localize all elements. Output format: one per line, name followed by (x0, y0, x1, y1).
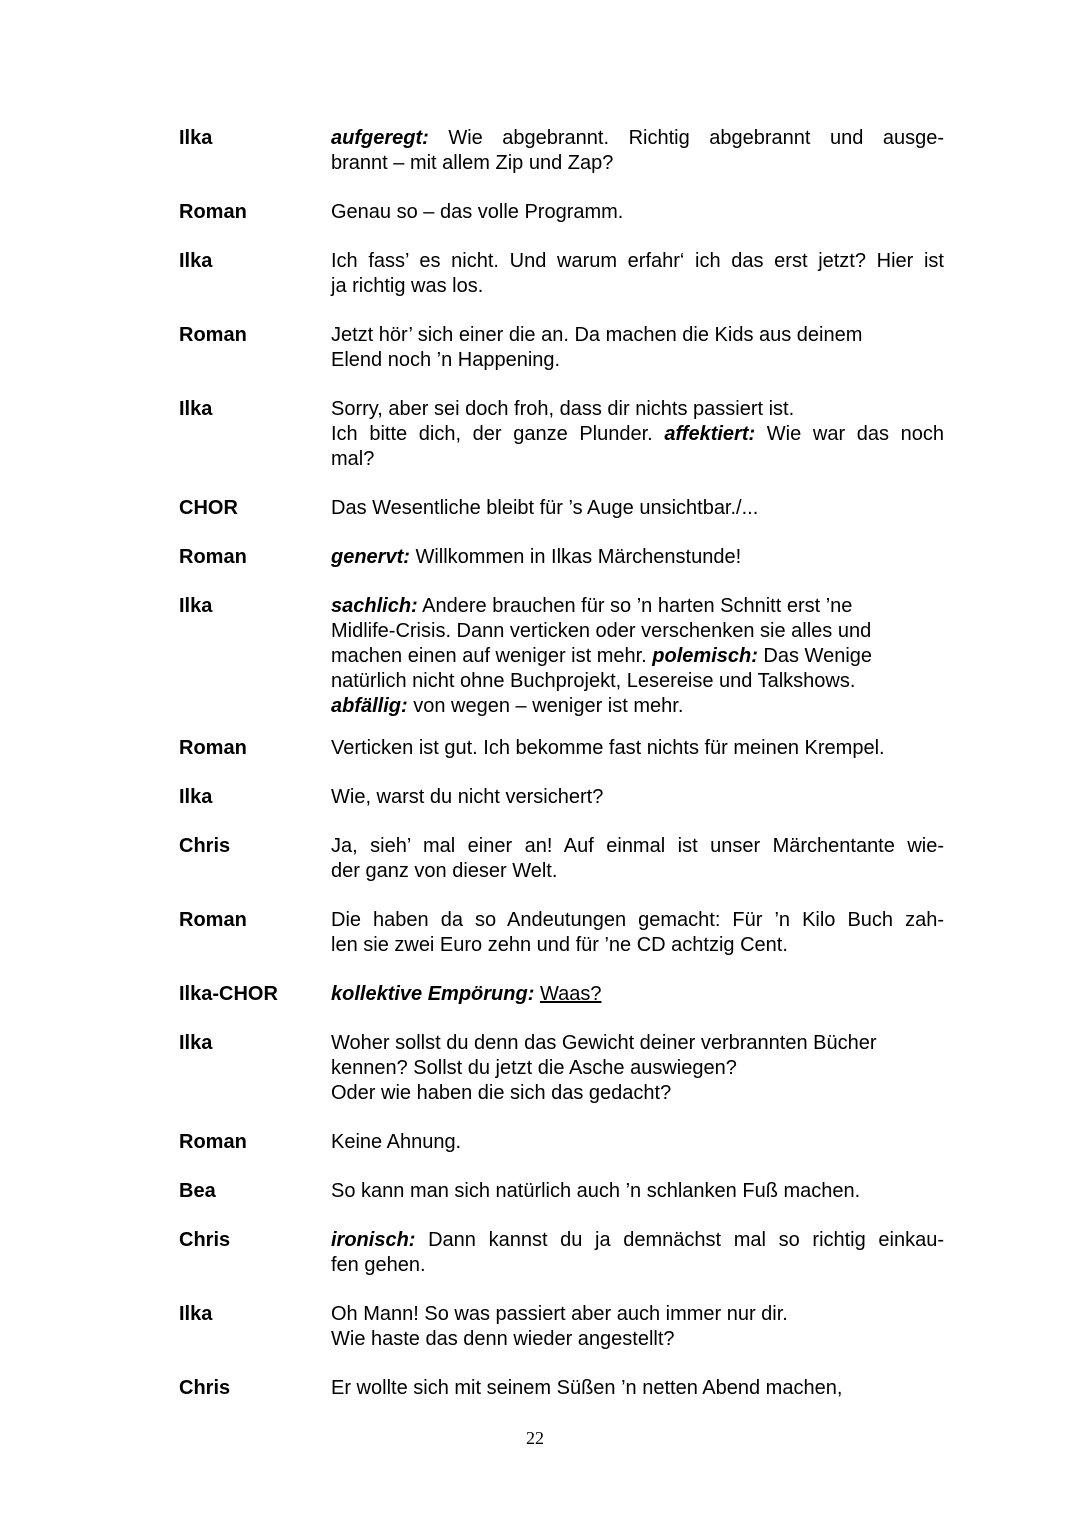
speech-text (331, 1130, 944, 1155)
speaker-name: Ilka (179, 127, 213, 149)
spoken-text: Jetzt hör’ sich einer die an. Da machen die Kids aus deinem (331, 324, 863, 346)
speech-line (331, 126, 944, 151)
speech-line (331, 200, 944, 225)
speech-text (331, 126, 944, 176)
dialogue-turn (179, 1302, 944, 1352)
spoken-text: So kann man sich natürlich auch ’n schlanken Fuß machen. (331, 1180, 861, 1202)
spoken-text: fen gehen. (331, 1254, 426, 1276)
speech-line (331, 834, 944, 859)
speech-text (331, 397, 944, 472)
spoken-text: Ich bitte dich, der ganze Plunder. (331, 423, 665, 445)
speech-line (331, 619, 944, 644)
dialogue-turn (179, 200, 944, 225)
speech-line (331, 1376, 944, 1401)
spoken-text: mal? (331, 448, 375, 470)
speech-line (331, 151, 944, 176)
spoken-text: Die haben da so Andeutungen gemacht: Für ’n Kilo Buch zah- (331, 909, 944, 931)
speaker-name: Ilka (179, 1303, 213, 1325)
speech-text (331, 908, 944, 958)
dialogue-turn (179, 1031, 944, 1106)
dialogue-turn (179, 545, 944, 570)
speech-line (331, 785, 944, 810)
dialogue-turn (179, 1179, 944, 1204)
speech-text (331, 982, 944, 1007)
speaker-name: Roman (179, 737, 247, 759)
speech-line (331, 1302, 944, 1327)
speech-text (331, 785, 944, 810)
speech-line (331, 1081, 944, 1106)
speech-line (331, 422, 944, 447)
spoken-text: von wegen – weniger ist mehr. (407, 695, 684, 717)
speech-text (331, 323, 944, 373)
dialogue-turn (179, 1130, 944, 1155)
spoken-text: Andere brauchen für so ’n harten Schnitt erst ’ne (417, 595, 853, 617)
spoken-text: Oder wie haben die sich das gedacht? (331, 1082, 672, 1104)
speech-line (331, 545, 944, 570)
spoken-text: Wie abgebrannt. Richtig abgebrannt und ausge- (428, 127, 944, 149)
stage-direction: aufgeregt: (331, 127, 429, 149)
speech-line (331, 933, 944, 958)
dialogue-turn (179, 594, 944, 719)
speech-line (331, 249, 944, 274)
speaker-name: Roman (179, 909, 247, 931)
spoken-text: Woher sollst du denn das Gewicht deiner verbrannten Bücher (331, 1032, 877, 1054)
spoken-text: der ganz von dieser Welt. (331, 860, 558, 882)
speech-text (331, 200, 944, 225)
speaker-name: Roman (179, 324, 247, 346)
spoken-text: Ich fass’ es nicht. Und warum erfahr‘ ich das erst jetzt? Hier ist (331, 250, 944, 272)
speech-line (331, 736, 944, 761)
speech-line (331, 669, 944, 694)
speaker-name: Ilka (179, 1032, 213, 1054)
stage-direction: abfällig: (331, 695, 408, 717)
spoken-text: brannt – mit allem Zip und Zap? (331, 152, 614, 174)
speech-text (331, 545, 944, 570)
dialogue-turn (179, 834, 944, 884)
spoken-text: Waas? (539, 983, 602, 1005)
speech-line (331, 447, 944, 472)
stage-direction: polemisch: (652, 645, 758, 667)
spoken-text: Elend noch ’n Happening. (331, 349, 561, 371)
speaker-name: Ilka (179, 786, 213, 808)
spoken-text: Das Wenige (757, 645, 873, 667)
speaker-name: Bea (179, 1180, 216, 1202)
spoken-text: Ja, sieh’ mal einer an! Auf einmal ist unser Märchentante wie- (331, 835, 944, 857)
speech-text (331, 249, 944, 299)
dialogue-turn (179, 785, 944, 810)
speaker-name: Chris (179, 1377, 231, 1399)
spoken-text: kennen? Sollst du jetzt die Asche auswiegen? (331, 1057, 737, 1079)
stage-direction: genervt: (331, 546, 410, 568)
dialogue-script (179, 126, 944, 1425)
speaker-name: Ilka-CHOR (179, 983, 278, 1005)
speech-line (331, 1179, 944, 1204)
speaker-name: Chris (179, 1229, 231, 1251)
speech-line (331, 594, 944, 619)
speaker-name: Ilka (179, 398, 213, 420)
page-number: 22 (526, 1428, 544, 1448)
speaker-name: Roman (179, 546, 247, 568)
dialogue-turn (179, 126, 944, 176)
dialogue-turn (179, 1376, 944, 1401)
speech-line (331, 859, 944, 884)
stage-direction: sachlich: (331, 595, 418, 617)
spoken-text: Midlife-Crisis. Dann verticken oder verschenken sie alles und (331, 620, 872, 642)
spoken-text: machen einen auf weniger ist mehr. (331, 645, 653, 667)
speech-text (331, 1302, 944, 1352)
speaker-name: Roman (179, 1131, 247, 1153)
speech-line (331, 1327, 944, 1352)
spoken-text: Er wollte sich mit seinem Süßen ’n netten Abend machen, (331, 1377, 843, 1399)
spoken-text: ja richtig was los. (331, 275, 484, 297)
speaker-name: Chris (179, 835, 231, 857)
speech-line (331, 1031, 944, 1056)
speech-text (331, 496, 944, 521)
speech-line (331, 908, 944, 933)
spoken-text: Das Wesentliche bleibt für ’s Auge unsichtbar./... (331, 497, 759, 519)
speaker-name: Roman (179, 201, 247, 223)
speech-line (331, 348, 944, 373)
spoken-text: Oh Mann! So was passiert aber auch immer nur dir. (331, 1303, 788, 1325)
speech-line (331, 1130, 944, 1155)
spoken-text: Genau so – das volle Programm. (331, 201, 624, 223)
dialogue-turn (179, 1228, 944, 1278)
speech-text (331, 736, 944, 761)
spoken-text: Sorry, aber sei doch froh, dass dir nichts passiert ist. (331, 398, 795, 420)
dialogue-turn (179, 736, 944, 761)
speech-text (331, 1376, 944, 1401)
speech-line (331, 694, 944, 719)
speech-line (331, 274, 944, 299)
dialogue-turn (179, 496, 944, 521)
spoken-text: Verticken ist gut. Ich bekomme fast nichts für meinen Krempel. (331, 737, 885, 759)
stage-direction: ironisch: (331, 1229, 416, 1251)
speech-text (331, 1179, 944, 1204)
speaker-name: Ilka (179, 595, 213, 617)
dialogue-turn (179, 982, 944, 1007)
speech-text (331, 594, 944, 719)
speech-line (331, 397, 944, 422)
speaker-name: CHOR (179, 497, 238, 519)
dialogue-turn (179, 323, 944, 373)
spoken-text: Wie war das noch (755, 423, 945, 445)
dialogue-turn (179, 908, 944, 958)
speech-line (331, 1056, 944, 1081)
speech-line (331, 496, 944, 521)
speech-text (331, 834, 944, 884)
stage-direction: affektiert: (664, 423, 756, 445)
speech-line (331, 644, 944, 669)
speech-line (331, 323, 944, 348)
speech-text (331, 1031, 944, 1106)
speech-line (331, 1253, 944, 1278)
speech-line (331, 1228, 944, 1253)
spoken-text: natürlich nicht ohne Buchprojekt, Lesereise und Talkshows. (331, 670, 856, 692)
speech-line (331, 982, 944, 1007)
spoken-text: Keine Ahnung. (331, 1131, 462, 1153)
spoken-text: len sie zwei Euro zehn und für ’ne CD achtzig Cent. (331, 934, 788, 956)
spoken-text: Willkommen in Ilkas Märchenstunde! (409, 546, 742, 568)
dialogue-turn (179, 397, 944, 472)
stage-direction: kollektive Empörung: (331, 983, 535, 1005)
spoken-text: Dann kannst du ja demnächst mal so richtig einkau- (415, 1229, 944, 1251)
spoken-text: Wie haste das denn wieder angestellt? (331, 1328, 675, 1350)
dialogue-turn (179, 249, 944, 299)
spoken-text: Wie, warst du nicht versichert? (331, 786, 604, 808)
speaker-name: Ilka (179, 250, 213, 272)
speech-text (331, 1228, 944, 1278)
